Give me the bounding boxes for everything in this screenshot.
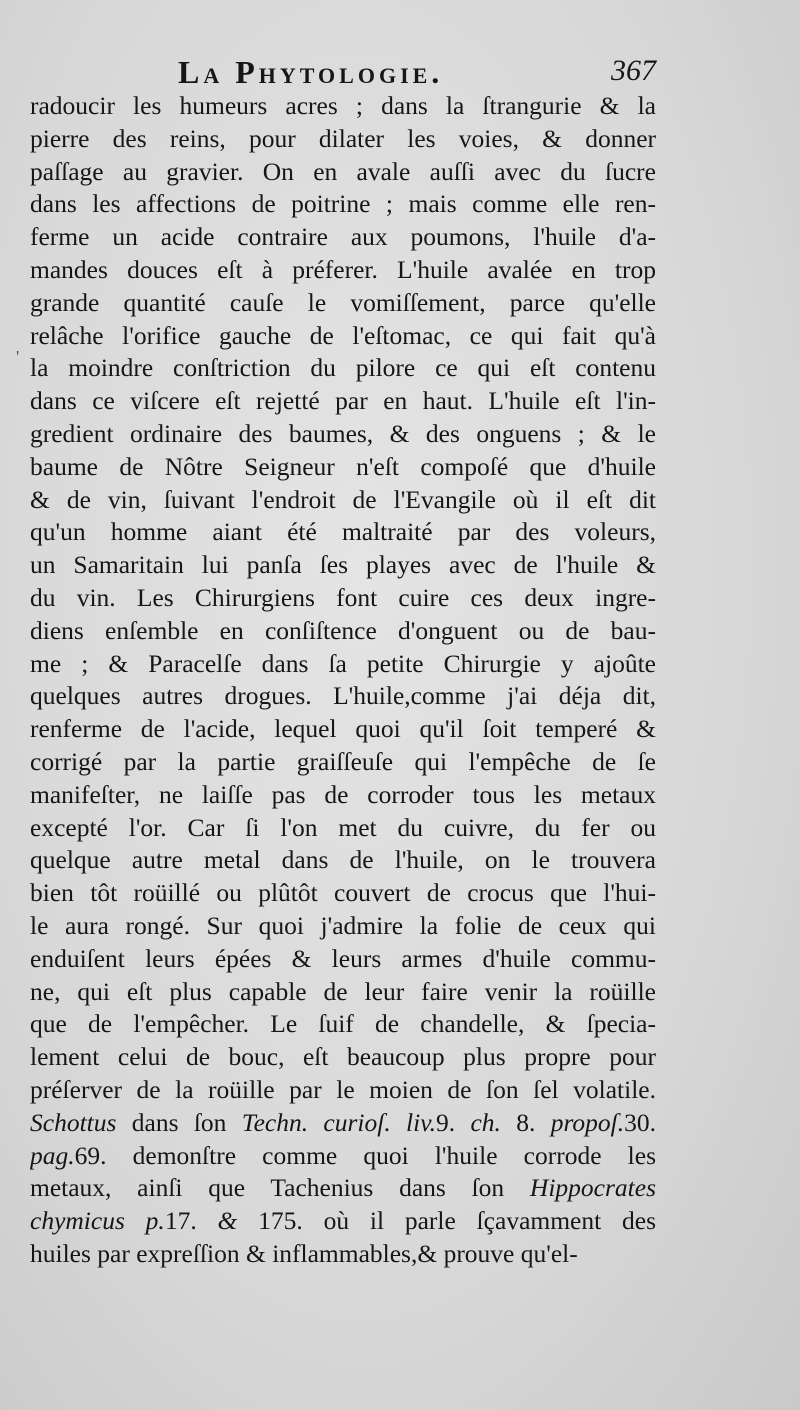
text-segment: radoucir les humeurs acres ; dans la ſtrangurie & la: [30, 91, 656, 120]
italic-segment: Schottus: [30, 1107, 117, 1137]
text-segment: gredient ordinaire des baumes, & des onguens ; & le: [30, 418, 656, 448]
text-segment: que de l'empêcher. Le ſuif de chandelle, & ſpecia-: [30, 1009, 656, 1039]
body-text: [30, 90, 656, 1271]
text-line: [30, 1107, 656, 1140]
text-line: [30, 1238, 656, 1271]
text-segment: bien tôt roüillé ou plûtôt couvert de crocus que l'hui-: [30, 878, 656, 908]
text-segment: 17.: [164, 1206, 218, 1236]
text-segment: grande quantité cauſe le vomiſſement, parce qu'elle: [30, 287, 656, 317]
text-line: [30, 451, 656, 484]
text-segment: dans ce viſcere eſt rejetté par en haut. L'huile eſt l'in-: [30, 386, 656, 416]
text-line: [30, 1074, 656, 1107]
text-line: [30, 582, 656, 615]
text-line: [30, 746, 656, 779]
text-line: [30, 385, 656, 418]
text-line: [30, 418, 656, 451]
text-line: [30, 221, 656, 254]
text-segment: ferme un acide contraire aux poumons, l'huile d'a-: [30, 222, 656, 252]
text-segment: pierre des reins, pour dilater les voies, & donner: [30, 123, 656, 153]
text-segment: quelque autre metal dans de l'huile, on le trouvera: [30, 845, 656, 875]
text-segment: dans ſon: [116, 1107, 242, 1137]
text-line: [30, 910, 656, 943]
text-line: [30, 1041, 656, 1074]
text-line: [30, 1008, 656, 1041]
text-line: [30, 254, 656, 287]
text-segment: metaux, ainſi que Tachenius dans ſon: [30, 1173, 530, 1203]
text-segment: diens enſemble en conſiſtence d'onguent ou de bau-: [30, 615, 656, 645]
text-segment: 175. où il parle ſçavamment des: [237, 1206, 656, 1236]
italic-segment: Hippocrates: [529, 1173, 656, 1203]
text-segment: manifeſter, ne laiſſe pas de corroder tous les metaux: [30, 779, 656, 809]
text-line: [30, 943, 656, 976]
text-segment: 9.: [436, 1107, 471, 1137]
text-line: [30, 516, 656, 549]
text-line: [30, 188, 656, 221]
text-line: [30, 156, 656, 189]
text-segment: corrigé par la partie graiſſeuſe qui l'empêche de ſe: [30, 746, 656, 776]
text-segment: 30.: [624, 1107, 656, 1137]
text-line: [30, 713, 656, 746]
text-line: [30, 1140, 656, 1173]
text-segment: 8.: [500, 1107, 551, 1137]
text-segment: le aura rongé. Sur quoi j'admire la folie de ceux qui: [30, 910, 656, 940]
text-segment: un Samaritain lui panſa ſes playes avec de l'huile &: [30, 550, 656, 580]
text-segment: mandes douces eſt à préferer. L'huile avalée en trop: [30, 254, 656, 284]
text-line: [30, 976, 656, 1009]
text-line: [30, 90, 656, 123]
text-line: [30, 123, 656, 156]
page-header: [30, 54, 660, 94]
text-line: [30, 352, 656, 385]
text-line: [30, 484, 656, 517]
text-segment: dans les affections de poitrine ; mais comme elle ren-: [30, 189, 656, 219]
text-segment: baume de Nôtre Seigneur n'eſt compoſé que d'huile: [30, 451, 656, 481]
text-line: [30, 549, 656, 582]
text-segment: 69. demonſtre comme quoi l'huile corrode les: [74, 1140, 656, 1170]
text-segment: lement celui de bouc, eſt beaucoup plus propre pour: [30, 1042, 656, 1072]
italic-segment: propoſ.: [550, 1107, 625, 1137]
text-line: [30, 320, 656, 353]
text-line: [30, 615, 656, 648]
text-line: [30, 287, 656, 320]
text-line: [30, 1172, 656, 1205]
italic-segment: chymicus p.: [30, 1206, 165, 1236]
text-segment: qu'un homme aiant été maltraité par des voleurs,: [30, 517, 656, 547]
italic-segment: ch.: [470, 1107, 501, 1137]
text-line: [30, 680, 656, 713]
running-title: La Phytologie.: [178, 54, 444, 90]
text-segment: excepté l'or. Car ſi l'on met du cuivre, du fer ou: [30, 812, 656, 842]
italic-segment: &: [217, 1206, 238, 1236]
text-segment: la moindre conſtriction du pilore ce qui eſt contenu: [30, 353, 656, 383]
text-segment: préſerver de la roüille par le moien de ſon ſel volatile.: [30, 1074, 656, 1104]
text-segment: relâche l'orifice gauche de l'eſtomac, ce qui fait qu'à: [30, 320, 656, 350]
text-segment: paſſage au gravier. On en avale auſſi avec du ſucre: [30, 156, 656, 186]
text-segment: & de vin, ſuivant l'endroit de l'Evangile où il eſt dit: [30, 484, 656, 514]
text-line: [30, 648, 656, 681]
page-number: 367: [611, 54, 656, 87]
text-line: [30, 1205, 656, 1238]
margin-mark: ': [16, 347, 20, 367]
text-line: [30, 844, 656, 877]
text-line: [30, 877, 656, 910]
italic-segment: pag.: [30, 1140, 75, 1170]
text-line: [30, 812, 656, 845]
text-segment: quelques autres drogues. L'huile,comme j'ai déja dit,: [30, 681, 656, 711]
italic-segment: Techn. curioſ. liv.: [241, 1107, 436, 1137]
text-line: [30, 779, 656, 812]
text-segment: du vin. Les Chirurgiens font cuire ces deux ingre-: [30, 582, 656, 612]
text-segment: enduiſent leurs épées & leurs armes d'huile commu-: [30, 943, 656, 973]
text-segment: me ; & Paracelſe dans ſa petite Chirurgie y ajoûte: [30, 648, 656, 678]
text-segment: renferme de l'acide, lequel quoi qu'il ſoit temperé &: [30, 714, 656, 744]
text-segment: huiles par expreſſion & inflammables,& prouve qu'el-: [30, 1238, 578, 1268]
text-segment: ne, qui eſt plus capable de leur faire venir la roüille: [30, 976, 656, 1006]
